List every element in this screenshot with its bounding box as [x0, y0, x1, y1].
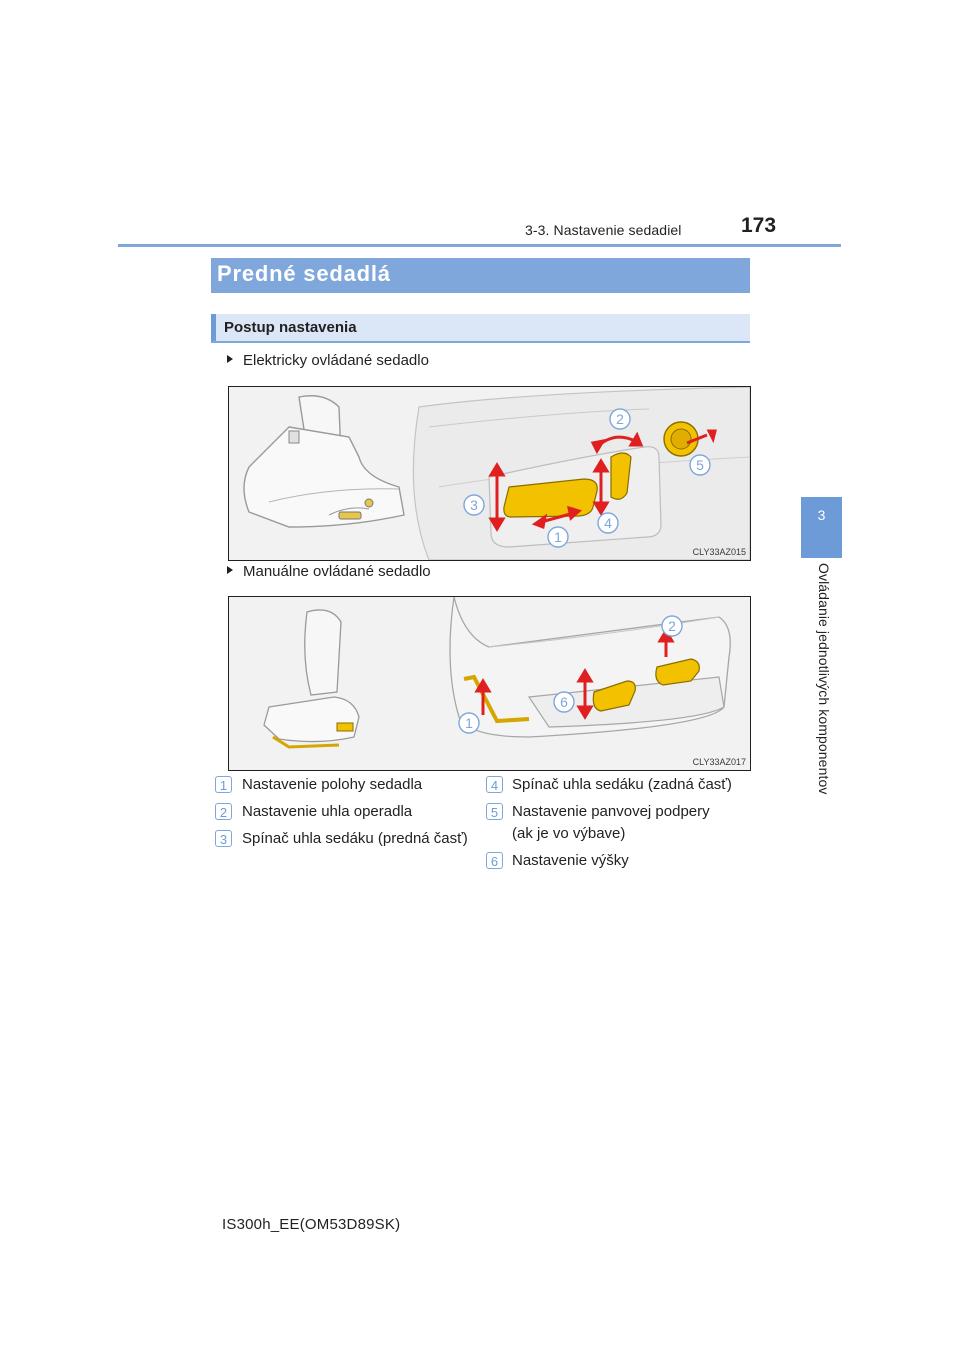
figure-code: CLY33AZ017: [692, 757, 746, 767]
document-code-footer: IS300h_EE(OM53D89SK): [222, 1216, 401, 1233]
figure-manual-seat: [228, 596, 751, 771]
subsection-heading: Postup nastavenia: [224, 319, 357, 336]
bullet-triangle-icon: [227, 355, 233, 363]
figure-code: CLY33AZ015: [692, 547, 746, 557]
legend-number: 4: [486, 776, 503, 793]
header-rule: [118, 244, 841, 247]
callout-2: 2: [616, 411, 624, 427]
bullet-manual-seat: [227, 563, 431, 580]
callout-1: 1: [554, 529, 562, 545]
manual-seat-illustration: [229, 597, 750, 770]
legend-text: Spínač uhla sedáku (predná časť): [242, 830, 468, 847]
chapter-title: Ovládanie jednotlivých komponentov: [816, 563, 832, 795]
legend-text-continued: (ak je vo výbave): [512, 825, 626, 842]
subsection-heading-marker: [211, 314, 216, 342]
callout-3: 3: [470, 497, 478, 513]
legend-number: 3: [215, 830, 232, 847]
legend-text: Nastavenie polohy sedadla: [242, 776, 423, 793]
running-header-section: 3-3. Nastavenie sedadiel: [525, 222, 682, 238]
bullet-label: Manuálne ovládané sedadlo: [243, 563, 431, 580]
chapter-number: 3: [817, 507, 826, 523]
subsection-heading-rule: [211, 341, 750, 343]
bullet-label: Elektricky ovládané sedadlo: [243, 352, 429, 369]
legend-text: Nastavenie výšky: [512, 852, 629, 869]
callout-1: 1: [465, 715, 473, 731]
callout-2: 2: [668, 618, 676, 634]
callout-4: 4: [604, 515, 612, 531]
legend-text: Nastavenie uhla operadla: [242, 803, 413, 820]
figure-power-seat: [228, 386, 751, 561]
bullet-power-seat: [227, 352, 429, 369]
legend-number: 5: [486, 803, 503, 820]
legend-text: Spínač uhla sedáku (zadná časť): [512, 776, 732, 793]
legend-number: 1: [215, 776, 232, 793]
page-number: 173: [741, 214, 777, 237]
power-seat-illustration: [229, 387, 750, 560]
legend-text: Nastavenie panvovej podpery: [512, 803, 710, 820]
section-heading: Predné sedadlá: [217, 261, 391, 286]
callout-6: 6: [560, 694, 568, 710]
legend-number: 6: [486, 852, 503, 869]
legend-number: 2: [215, 803, 232, 820]
callout-5: 5: [696, 457, 704, 473]
bullet-triangle-icon: [227, 566, 233, 574]
